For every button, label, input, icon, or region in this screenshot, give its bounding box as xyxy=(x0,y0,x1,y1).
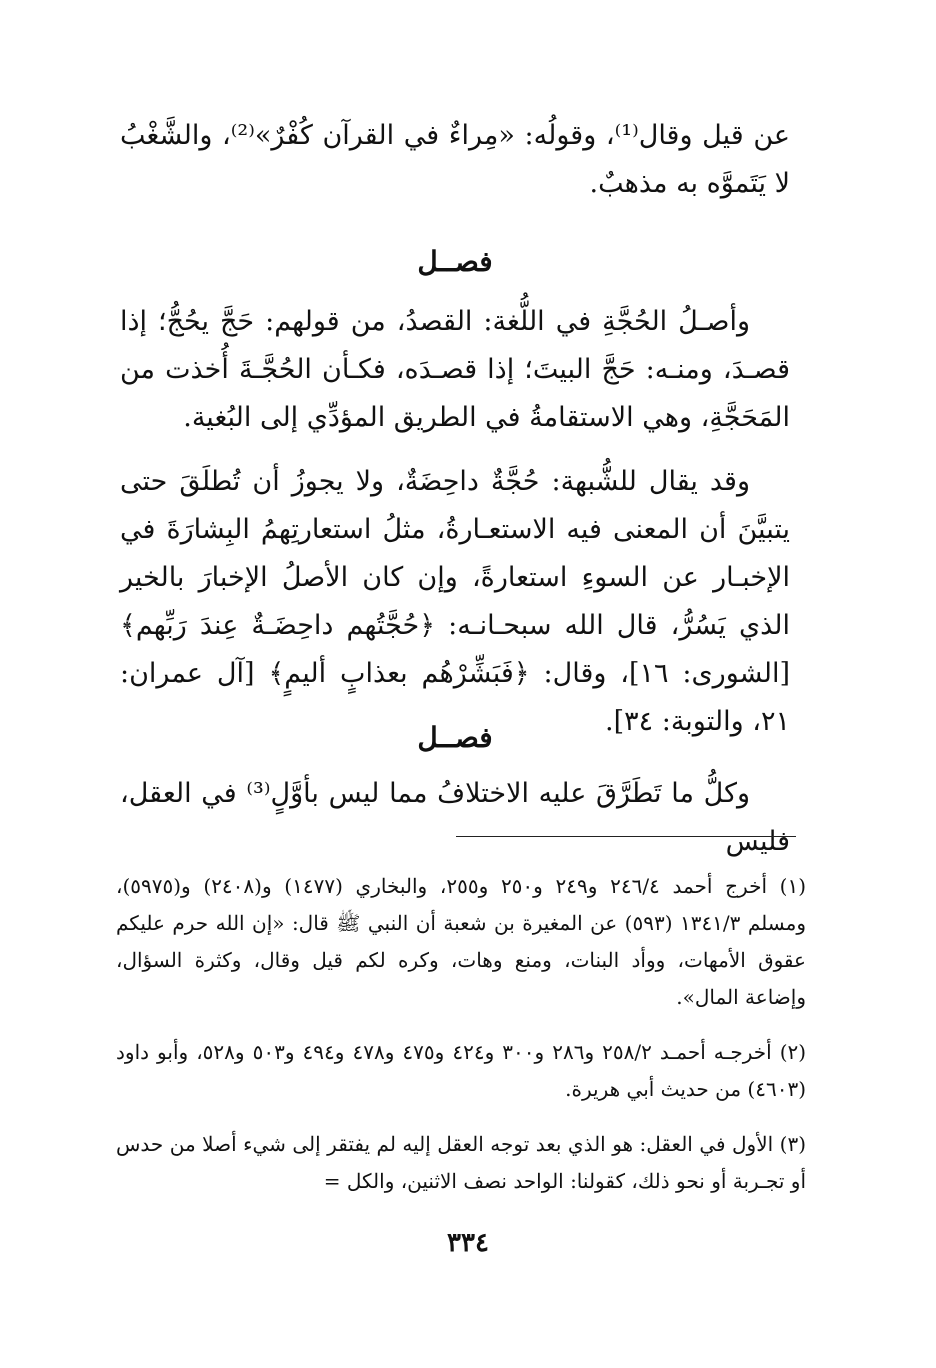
paragraph-disagreement: وكلُّ ما تَطَرَّقَ عليه الاختلافُ مما ليس بأوَّلٍ⁽³⁾ في العقل، فليس xyxy=(120,778,790,857)
page-number: ٣٣٤ xyxy=(447,1228,489,1258)
footnote-3: (٣) الأول في العقل: هو الذي بعد توجه العقل إليه لم يفتقر إلى شيء أصلا من حدس أو تجـربة أو نحو ذلك، كقولنا: الواحد نصف الاثنين، والكل = xyxy=(116,1132,806,1193)
paragraph-continued: عن قيل وقال⁽¹⁾، وقولُه: «مِراءٌ في القرآن كُفْرٌ»⁽²⁾، والشَّغْبُ لا يَتَموَّه به مذهبٌ. xyxy=(120,120,790,199)
paragraph-shubha: وقد يقال للشُّبهة: حُجَّةٌ داحِضَةٌ، ولا يجوزُ أن تُطلَقَ حتى يتبيَّنَ أن المعنى فيه الاستعـارةُ، مثلُ استعارتِهمُ البِشارَةَ في الإخبـار عن السوءِ استعارةً، وإن كان الأصلُ الإخبارَ بالخير الذي يَسُرُّ، قال الله سبحـانـه: ﴿حُجَّتُهم داحِضَـةٌ عِندَ رَبِّهم﴾ [الشورى: ١٦]، وقال: ﴿فَبَشِّرْهُم بعذابٍ أليمٍ﴾ [آل عمران: ٢١، والتوبة: ٣٤]. xyxy=(120,466,791,737)
footnote-2: (٢) أخرجـه أحمـد ٢٥٨/٢ و٢٨٦ و٣٠٠ و٤٢٤ و٤٧٥ و٤٧٨ و٤٩٤ و٥٠٣ و٥٢٨، وأبو داود (٤٦٠٣) من حديث أبي هريرة. xyxy=(116,1040,807,1101)
paragraph-hujja-definition: وأصـلُ الحُجَّةِ في اللُّغة: القصدُ، من قولهم: حَجَّ يحُجُّ؛ إذا قصـدَ، ومنـه: حَجَّ البيتَ؛ إذا قصـدَه، فكـأن الحُجَّـةَ أُخذت من المَحَجَّةِ، وهي الاستقامةُ في الطريق المؤدِّي إلى البُغية. xyxy=(120,306,790,433)
section-heading-2: فصــل xyxy=(417,721,493,754)
section-heading-1: فصــل xyxy=(417,245,493,278)
footnote-1: (١) أخرج أحمد ٢٤٦/٤ و٢٤٩ و٢٥٠ و٢٥٥، والبخاري (١٤٧٧) و(٢٤٠٨) و(٥٩٧٥)، ومسلم ١٣٤١/٣ (٥٩٣) عن المغيرة بن شعبة أن النبي ﷺ قال: «إن الله حرم عليكم عقوق الأمهات، ووأد البنات، ومنع وهات، وكره لكم قيل وقال، وكثرة السؤال، وإضاعة المال». xyxy=(116,874,807,1009)
footnote-divider xyxy=(456,836,796,837)
